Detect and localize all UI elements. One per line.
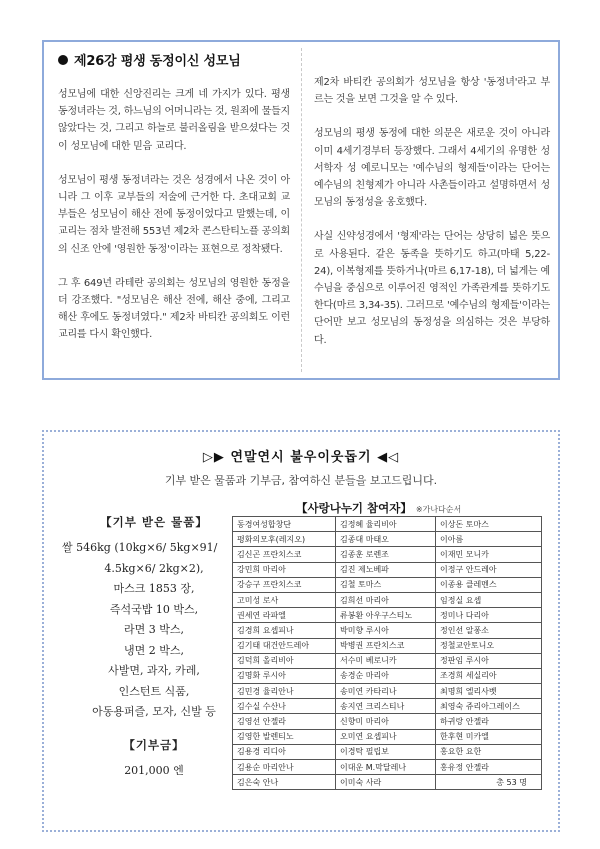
donation-box (42, 430, 560, 832)
table-row (233, 623, 542, 638)
participant-cell: 송미연 카타리나 (336, 684, 436, 699)
participant-cell: 김경희 요셉피나 (233, 623, 336, 638)
table-row (233, 562, 542, 577)
lecture-paragraph: 성모님이 평생 동정녀라는 것은 성경에서 나온 것이 아니라 그 이후 교부들의 저술에 근거한 다. 초대교회 교부들은 성모님이 해산 전에 동정이었다고 말했는데, 이 교리는 점차 발전해 553년 제2차 콘스탄티노플 공의회의 신조 안에 '영원한 동정'이라는 표현으로 정착됐다. (58, 174, 290, 255)
lecture-title: 제26강 평생 동정이신 성모님 (74, 54, 241, 69)
table-row (233, 608, 542, 623)
participant-cell: 정판임 루시아 (436, 653, 542, 668)
goods-line: 쌀 546kg (10kg×6/ 5kg×91/ (62, 541, 218, 554)
table-row (233, 532, 542, 547)
goods-line: 인스턴트 식품, (118, 684, 190, 698)
participant-cell: 이정구 안드레아 (436, 562, 542, 577)
participant-cell: 김신곤 프란치스코 (233, 547, 336, 562)
participant-cell: 홍유정 안젤라 (436, 760, 542, 775)
lecture-paragraph: 성모님의 평생 동정에 대한 의문은 새로운 것이 아니라 이미 4세기경부터 등장했다. 그래서 4세기의 유명한 성서학자 성 예로니모는 '예수님의 형제들'이라는 단어는 예수님의 친형제가 아니라 사촌들이라고 설명하면서 성모님의 동정성을 옹호했다. (314, 128, 550, 209)
participant-cell: 김기태 대건안드레아 (233, 638, 336, 653)
donated-goods (54, 514, 254, 781)
participant-cell: 이종용 클레멘스 (436, 577, 542, 592)
participant-cell: 송경순 마리아 (336, 668, 436, 683)
lecture-paragraph: 제2차 바티칸 공의회가 성모님을 항상 '동정녀'라고 부르는 것을 보면 그것을 알 수 있다. (314, 77, 550, 106)
participant-cell: 강승구 프란치스코 (233, 577, 336, 592)
lecture-box (42, 40, 560, 380)
table-row (233, 760, 542, 775)
participant-cell: 총 53 명 (436, 775, 542, 790)
table-row (233, 775, 542, 790)
participant-cell: 하귀랑 안젤라 (436, 714, 542, 729)
participant-cell: 홍요한 요한 (436, 744, 542, 759)
participants-title (296, 500, 461, 516)
table-row (233, 517, 542, 532)
participant-cell: 이아름 (436, 532, 542, 547)
participant-cell: 이상돈 토마스 (436, 517, 542, 532)
lecture-heading (58, 54, 290, 70)
participant-cell: 김종훈 로렌조 (336, 547, 436, 562)
participant-cell: 이재민 모니카 (436, 547, 542, 562)
money-label: 【기부금】 (123, 737, 185, 752)
participant-cell: 류봉환 아우구스티노 (336, 608, 436, 623)
participant-cell: 조경희 세실리아 (436, 668, 542, 683)
participant-cell: 권세연 라파엘 (233, 608, 336, 623)
participant-cell: 김민경 율리안나 (233, 684, 336, 699)
participant-cell: 최명희 엘리사벳 (436, 684, 542, 699)
lecture-paragraph: 성모님에 대한 신앙진리는 크게 네 가지가 있다. 평생 동정녀라는 것, 하느님의 어머니라는 것, 원죄에 물들지 않았다는 것, 그리고 하늘로 불러올림을 받으셨다는 것이 성모님에 대한 믿음 교리다. (58, 89, 290, 152)
participant-cell: 신향미 마리아 (336, 714, 436, 729)
lecture-paragraph: 사실 신약성경에서 '형제'라는 단어는 상당히 넓은 뜻으로 사용된다. 같은 동족을 뜻하기도 하고(마태 5,22-24), 이복형제를 뜻하거나(마르 6,17-18), 더 넓게는 예수님을 중심으로 이루어진 영적인 가족관계를 뜻하기도 한다(마르 3,34-35). 그러므로 '예수님의 형제들'이라는 단어만 보고 성모님의 동정성을 의심하는 것은 부당하다. (314, 231, 550, 346)
participants-note: ※가나다순서 (415, 505, 462, 514)
participant-cell: 이경탁 필립보 (336, 744, 436, 759)
table-row (233, 653, 542, 668)
table-row (233, 729, 542, 744)
goods-line: 라면 3 박스, (124, 623, 184, 636)
donation-subtitle: 기부 받은 물품과 기부금, 참여하신 분들을 보고드립니다. (164, 474, 438, 487)
participant-cell: 박미향 루시아 (336, 623, 436, 638)
lecture-paragraph: 그 후 649년 라테란 공의회는 성모님의 영원한 동정을 더 강조했다. "성모님은 해산 전에, 해산 중에, 그리고 해산 후에도 동정녀였다." 제2차 바티칸 공의회도 이런 교리를 다시 확인했다. (58, 277, 290, 341)
table-row (233, 699, 542, 714)
participant-cell: 서수미 베로니카 (336, 653, 436, 668)
column-divider (301, 48, 302, 372)
participant-cell: 동경여성합창단 (233, 517, 336, 532)
participant-cell: 정인선 알퐁소 (436, 623, 542, 638)
bullet-icon (58, 55, 68, 65)
money-value: 201,000 엔 (124, 763, 184, 777)
participant-cell: 김영선 안젤라 (233, 714, 336, 729)
participant-cell: 박병권 프란치스코 (336, 638, 436, 653)
participant-cell: 정철교안토니오 (436, 638, 542, 653)
table-row (233, 668, 542, 683)
table-row (233, 577, 542, 592)
participant-cell: 김덕희 올리비아 (233, 653, 336, 668)
table-row (233, 684, 542, 699)
participant-cell: 김명화 루시아 (233, 668, 336, 683)
participant-cell: 김희선 마리아 (336, 592, 436, 607)
participant-cell: 이미숙 사라 (336, 775, 436, 790)
participant-cell: 이대운 M.막달레나 (336, 760, 436, 775)
goods-line: 4.5kg×6/ 2kg×2), (104, 561, 204, 575)
goods-line: 마스크 1853 장, (113, 582, 195, 595)
goods-line: 사발면, 과자, 카레, (108, 664, 200, 677)
participant-cell: 김수실 수산나 (233, 699, 336, 714)
goods-line: 아동용퍼즐, 모자, 신발 등 (92, 705, 216, 718)
participant-cell: 정미나 다리아 (436, 608, 542, 623)
goods-line: 냉면 2 박스, (124, 643, 184, 657)
participant-cell: 김영한 발렌티노 (233, 729, 336, 744)
participant-cell: 송지연 크리스티나 (336, 699, 436, 714)
lecture-left-column (58, 54, 290, 361)
participant-cell: 한후현 미카엘 (436, 729, 542, 744)
participant-cell: 김철 토마스 (336, 577, 436, 592)
participant-cell: 김은숙 안나 (233, 775, 336, 790)
table-row (233, 592, 542, 607)
table-row (233, 744, 542, 759)
participants-title-text: 【사랑나누기 참여자】 (296, 501, 412, 515)
participant-cell: 김정혜 율리비아 (336, 517, 436, 532)
participant-cell: 임정실 요셉 (436, 592, 542, 607)
participant-cell: 김용순 마리안나 (233, 760, 336, 775)
goods-label: 【기부 받은 물품】 (100, 515, 208, 529)
table-row (233, 547, 542, 562)
participant-cell: 고미성 로사 (233, 592, 336, 607)
participant-cell: 김종대 마태오 (336, 532, 436, 547)
table-row (233, 714, 542, 729)
lecture-right-column (314, 74, 550, 366)
participant-cell: 김진 제노베파 (336, 562, 436, 577)
donation-title: ▷▶ 연말연시 불우이웃돕기 ◀◁ (202, 450, 400, 465)
participant-cell: 평화의모후(레지오) (233, 532, 336, 547)
participant-cell: 최영숙 쥬리아그레이스 (436, 699, 542, 714)
participants-table (232, 516, 542, 790)
goods-line: 즉석국밥 10 박스, (109, 602, 199, 616)
table-row (233, 638, 542, 653)
participant-cell: 강민희 마리아 (233, 562, 336, 577)
participant-cell: 김용경 리디아 (233, 744, 336, 759)
participant-cell: 오미연 요셉피나 (336, 729, 436, 744)
